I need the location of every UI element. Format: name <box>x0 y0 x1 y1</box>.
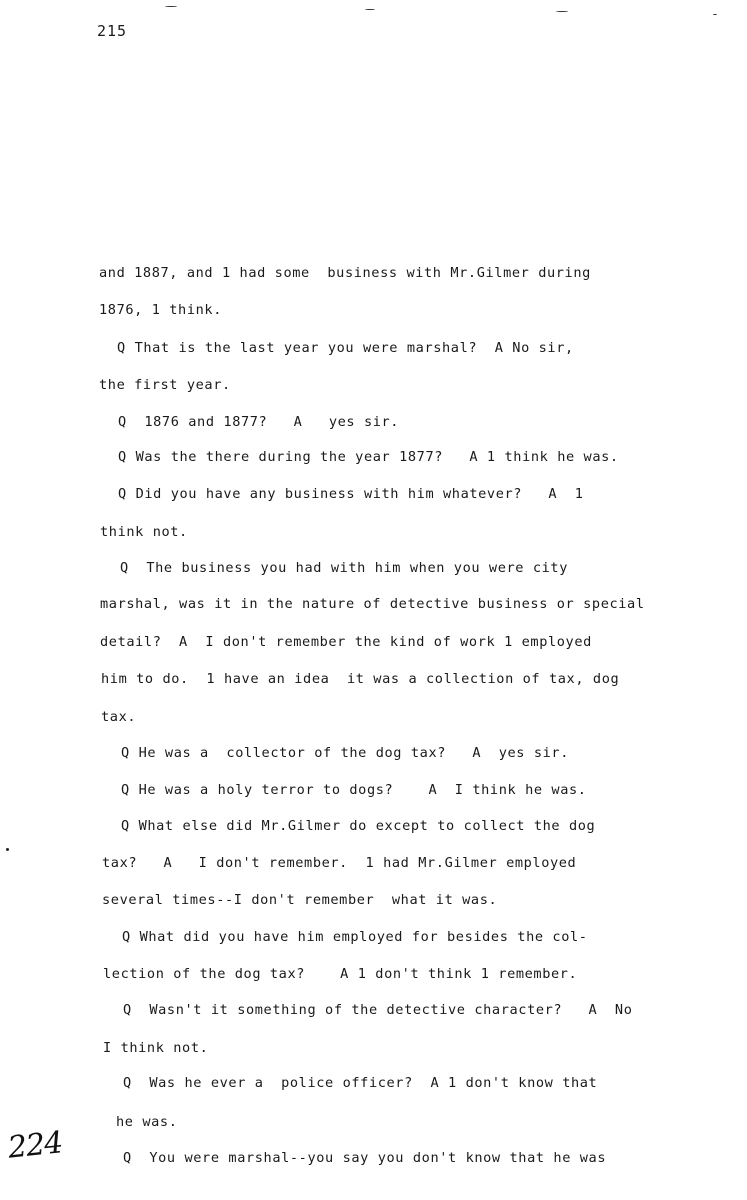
text-line: he was. <box>116 1114 178 1130</box>
text-line: him to do. 1 have an idea it was a collection of tax, dog <box>101 671 620 687</box>
text-line: Q 1876 and 1877? A yes sir. <box>118 414 400 430</box>
handwritten-page-number: 224 <box>6 1125 64 1166</box>
text-line: and 1887, and 1 had some business with Mr.Gilmer during <box>99 265 591 281</box>
text-line: Q Wasn't it something of the detective character? A No <box>123 1002 633 1018</box>
text-line: Q Was he ever a police officer? A 1 don't know that <box>123 1075 598 1091</box>
text-line: Q He was a holy terror to dogs? A I think he was. <box>121 782 587 798</box>
margin-mark <box>6 848 9 851</box>
text-line: Q Was the there during the year 1877? A 1 think he was. <box>118 449 619 465</box>
text-line: Q What else did Mr.Gilmer do except to collect the dog <box>121 818 596 834</box>
text-line: tax? A I don't remember. 1 had Mr.Gilmer employed <box>102 855 577 871</box>
text-line: tax. <box>101 709 137 725</box>
text-line: Q That is the last year you were marshal? A No sir, <box>117 340 574 356</box>
scan-speck <box>365 9 375 10</box>
text-line: Q What did you have him employed for besides the col- <box>122 929 588 945</box>
text-line: Q Did you have any business with him whatever? A 1 <box>118 486 584 502</box>
text-line: Q The business you had with him when you were city <box>120 560 568 576</box>
text-line: I think not. <box>103 1040 209 1056</box>
scan-speck <box>165 6 177 7</box>
text-line: Q You were marshal--you say you don't know that he was <box>123 1150 607 1166</box>
text-line: the first year. <box>99 377 231 393</box>
scan-speck <box>556 11 568 12</box>
text-line: marshal, was it in the nature of detective business or special <box>100 596 645 612</box>
text-line: several times--I don't remember what it was. <box>102 892 498 908</box>
page-number: 215 <box>97 22 128 40</box>
text-line: Q He was a collector of the dog tax? A yes sir. <box>121 745 569 761</box>
text-line: detail? A I don't remember the kind of work 1 employed <box>100 634 592 650</box>
scan-speck <box>713 14 717 15</box>
text-line: lection of the dog tax? A 1 don't think 1 remember. <box>103 966 578 982</box>
text-line: 1876, 1 think. <box>99 302 222 318</box>
text-line: think not. <box>100 524 188 540</box>
